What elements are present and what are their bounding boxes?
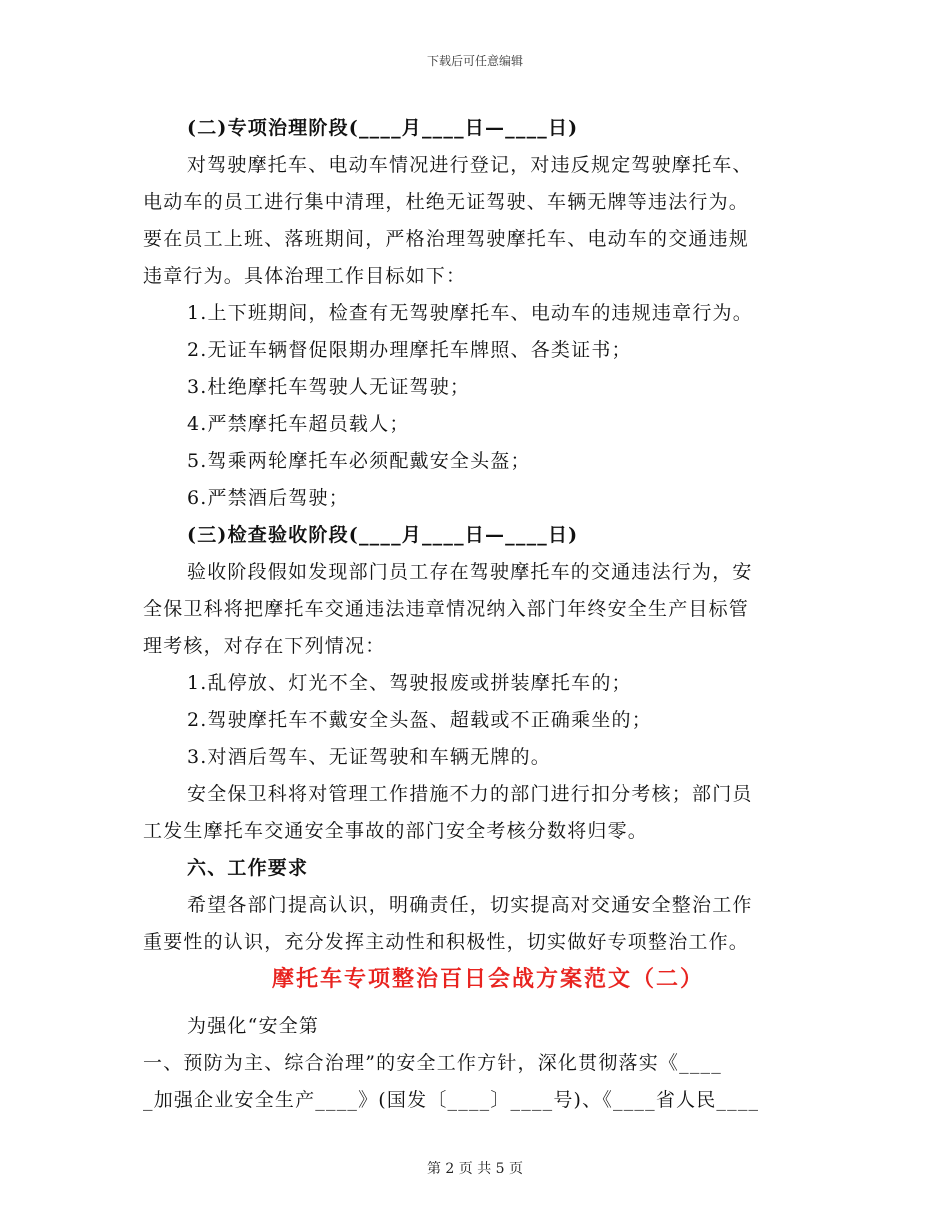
paragraph-line: 要在员工上班、落班期间，严格治理驾驶摩托车、电动车的交通违规 [143,228,750,250]
paragraph-line: 验收阶段假如发现部门员工存在驾驶摩托车的交通违法行为，安 [187,561,753,583]
list-item: 4.严禁摩托车超员载人； [187,413,410,435]
list-item: 5.驾乘两轮摩托车必须配戴安全头盔； [187,450,531,472]
paragraph-line: 理考核，对存在下列情况： [143,635,386,657]
paragraph-line: 工发生摩托车交通安全事故的部门安全考核分数将归零。 [143,820,649,842]
paragraph-line: 为强化“安全第 [187,1015,320,1037]
list-item: 2.无证车辆督促限期办理摩托车牌照、各类证书； [187,339,632,361]
paragraph-line: 安全保卫科将对管理工作措施不力的部门进行扣分考核；部门员 [187,783,753,805]
list-item: 6.严禁酒后驾驶； [187,487,349,509]
list-item: 3.杜绝摩托车驾驶人无证驾驶； [187,376,471,398]
paragraph-line: 对驾驶摩托车、电动车情况进行登记，对违反规定驾驶摩托车、 [187,154,753,176]
paragraph-line: 重要性的认识，充分发挥主动性和积极性，切实做好专项整治工作。 [143,931,750,953]
paragraph-line: 一、预防为主、综合治理”的安全工作方针，深化贯彻落实《____ [143,1052,722,1074]
section-heading-inspection: (三)检查验收阶段(____月____日—____日) [187,524,579,546]
page-header-note: 下载后可任意编辑 [426,54,523,68]
section-heading-work-requirements: 六、工作要求 [187,857,309,879]
paragraph-line: 希望各部门提高认识，明确责任，切实提高对交通安全整治工作 [187,894,753,916]
section-heading-special-governance: (二)专项治理阶段(____月____日—____日) [187,117,579,139]
list-item: 3.对酒后驾车、无证驾驶和车辆无牌的。 [187,746,551,768]
list-item: 1.上下班期间，检查有无驾驶摩托车、电动车的违规违章行为。 [187,302,753,324]
list-item: 2.驾驶摩托车不戴安全头盔、超载或不正确乘坐的； [187,709,652,731]
page-number: 第 2 页 共 5 页 [426,1161,524,1177]
paragraph-line: 电动车的员工进行集中清理，杜绝无证驾驶、车辆无牌等违法行为。 [143,191,750,213]
paragraph-line: _加强企业安全生产____》(国发〔____〕____号)、《____省人民____ [143,1089,760,1111]
paragraph-line: 违章行为。具体治理工作目标如下： [143,265,467,287]
document-title: 摩托车专项整治百日会战方案范文（二） [272,966,705,992]
list-item: 1.乱停放、灯光不全、驾驶报废或拼装摩托车的； [187,672,632,694]
paragraph-line: 全保卫科将把摩托车交通违法违章情况纳入部门年终安全生产目标管 [143,598,750,620]
